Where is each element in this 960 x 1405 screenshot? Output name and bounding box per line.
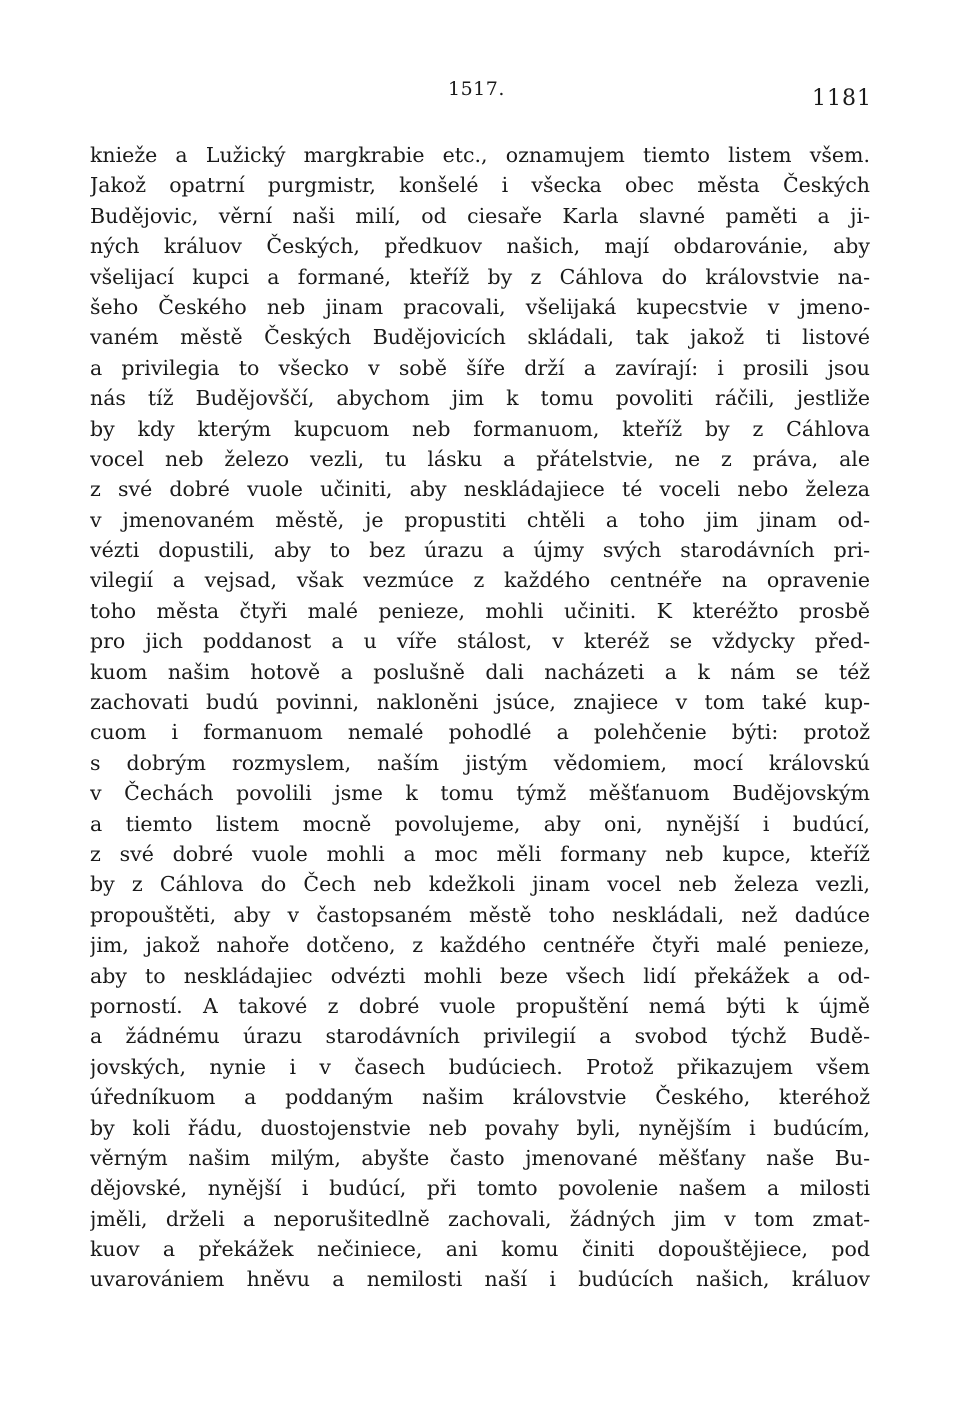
text-line: a tiemto listem mocně povolujeme, aby oni, nynější i budúcí, xyxy=(90,811,870,836)
text-line: vocel neb železo vezli, tu lásku a přátelstvie, ne z práva, ale xyxy=(90,446,870,471)
page-number: 1181 xyxy=(812,86,872,111)
text-line: aby to neskládajiec odvézti mohli beze všech lidí překážek a od- xyxy=(90,963,870,988)
text-line: z své dobré vuole mohli a moc měli formany neb kupce, kteříž xyxy=(90,841,870,866)
text-line: jměli, drželi a neporušitedlně zachovali, žádných jim v tom zmat- xyxy=(90,1206,870,1231)
text-line: zachovati budú povinni, nakloněni jsúce, znajiece v tom také kup- xyxy=(90,690,870,715)
text-line: ných králuov Českých, předkuov našich, mají obdarovánie, aby xyxy=(90,234,870,259)
body-text xyxy=(90,140,870,1295)
text-line: v Čechách povolili jsme k tomu týmž měšťanuom Budějovským xyxy=(90,781,870,806)
text-line: toho města čtyři malé penieze, mohli učiniti. K kteréžto prosbě xyxy=(90,598,870,623)
text-line: a žádnému úrazu starodávních privilegií a svobod týchž Budě- xyxy=(90,1024,870,1049)
text-line: a privilegia to všecko v sobě šíře drží a zavírají: i prosili jsou xyxy=(90,355,870,380)
text-line: by koli řádu, duostojenstvie neb povahy byli, nynějším i budúcím, xyxy=(90,1115,870,1140)
text-line: šeho Českého neb jinam pracovali, všelijaká kupecstvie v jmeno- xyxy=(90,294,870,319)
text-line: propouštěti, aby v častopsaném městě toho neskládali, než dadúce xyxy=(90,902,870,927)
text-line: kuom našim hotově a poslušně dali nacházeti a k nám se též xyxy=(90,659,870,684)
text-line: Budějovic, věrní naši milí, od ciesaře Karla slavné paměti a ji- xyxy=(90,203,870,228)
text-line: uvarovániem hněvu a nemilosti naší i budúcích našich, králuov xyxy=(90,1267,870,1292)
text-line: úředníkuom a poddaným našim královstvie Českého, kteréhož xyxy=(90,1085,870,1110)
text-line: by z Cáhlova do Čech neb kdežkoli jinam vocel neb železa vezli, xyxy=(90,872,870,897)
text-line: v jmenovaném městě, je propustiti chtěli a toho jim jinam od- xyxy=(90,507,870,532)
text-line: z své dobré vuole učiniti, aby neskládajiece té voceli nebo železa xyxy=(90,477,870,502)
text-line: dějovské, nynější i budúcí, při tomto povolenie našem a milosti xyxy=(90,1176,870,1201)
text-line: jovských, nynie i v časech budúciech. Protož přikazujem všem xyxy=(90,1054,870,1079)
text-line: nás tíž Budějovščí, abychom jim k tomu povoliti ráčili, jestliže xyxy=(90,386,870,411)
text-line: cuom i formanuom nemalé pohodlé a polehčenie býti: protož xyxy=(90,720,870,745)
text-line: všelijací kupci a formané, kteříž by z Cáhlova do královstvie na- xyxy=(90,264,870,289)
text-line: by kdy kterým kupcuom neb formanuom, kteříž by z Cáhlova xyxy=(90,416,870,441)
text-line: s dobrým rozmyslem, naším jistým vědomiem, mocí královskú xyxy=(90,750,870,775)
text-line: vézti dopustili, aby to bez úrazu a újmy svých starodávních pri- xyxy=(90,538,870,563)
text-line: porností. A takové z dobré vuole propuštění nemá býti k újmě xyxy=(90,993,870,1018)
year-heading: 1517. xyxy=(448,78,505,100)
text-line: Jakož opatrní purgmistr, konšelé i všecka obec města Českých xyxy=(90,173,870,198)
text-line: vilegií a vejsad, však vezmúce z každého centnéře na opravenie xyxy=(90,568,870,593)
text-line: kuov a překážek nečiniece, ani komu činiti dopouštějiece, pod xyxy=(90,1237,870,1262)
text-line: pro jich poddanost a u víře stálost, v kteréž se vždycky před- xyxy=(90,629,870,654)
text-line: jim, jakož nahoře dotčeno, z každého centnéře čtyři malé penieze, xyxy=(90,933,870,958)
text-line: věrným našim milým, abyšte často jmenované měšťany naše Bu- xyxy=(90,1145,870,1170)
text-line: knieže a Lužický margkrabie etc., oznamujem tiemto listem všem. xyxy=(90,143,870,167)
text-line: vaném městě Českých Budějovicích skládali, tak jakož ti listové xyxy=(90,325,870,350)
